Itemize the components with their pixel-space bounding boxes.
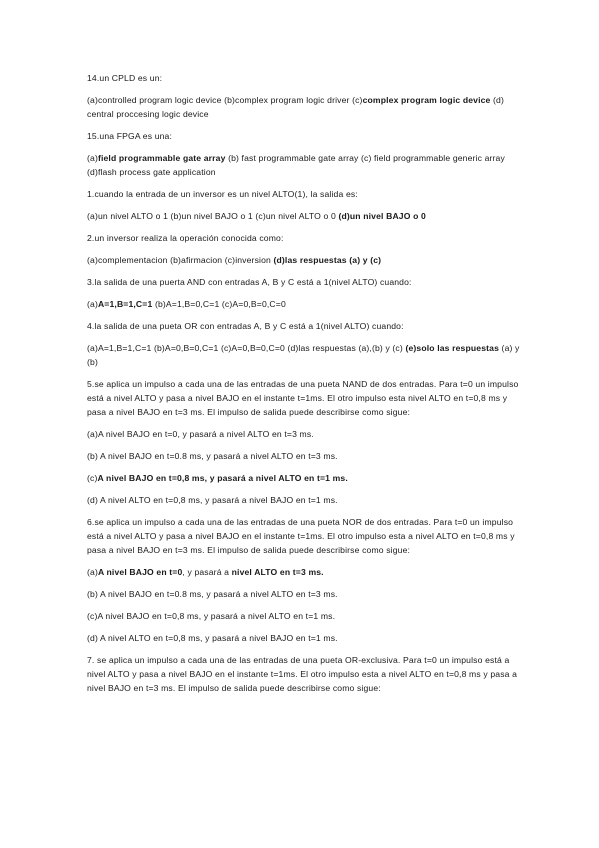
paragraph: [87, 129, 522, 143]
paragraph: [87, 565, 522, 579]
text-run: (a)A=1,B=1,C=1 (b)A=0,B=0,C=1 (c)A=0,B=0,C=0 (d)las respuestas (a),(b) y (c): [87, 343, 406, 353]
text-run: (a)A nivel BAJO en t=0, y pasará a nivel ALTO en t=3 ms.: [87, 429, 314, 439]
text-run: 14.un CPLD es un:: [87, 73, 163, 83]
paragraph: [87, 187, 522, 201]
text-run: 2.un inversor realiza la operación conocida como:: [87, 233, 284, 243]
text-run: 1.cuando la entrada de un inversor es un nivel ALTO(1), la salida es:: [87, 189, 358, 199]
paragraph: [87, 493, 522, 507]
paragraph: [87, 377, 522, 419]
text-run: (d) A nivel ALTO en t=0,8 ms, y pasará a nivel BAJO en t=1 ms.: [87, 633, 338, 643]
bold-answer-text: (e)solo las respuestas: [405, 343, 500, 353]
paragraph: [87, 253, 522, 267]
text-run: (a) y (b): [87, 343, 520, 367]
bold-answer-text: A nivel BAJO en t=0: [97, 567, 183, 577]
paragraph: [87, 209, 522, 223]
paragraph: [87, 653, 522, 695]
paragraph: [87, 231, 522, 245]
text-run: (a): [87, 153, 98, 163]
bold-answer-text: nivel ALTO en t=3 ms.: [231, 567, 324, 577]
paragraph: [87, 631, 522, 645]
text-run: (d) A nivel ALTO en t=0,8 ms, y pasará a nivel BAJO en t=1 ms.: [87, 495, 338, 505]
text-run: (a)un nivel ALTO o 1 (b)un nivel BAJO o 1 (c)un nivel ALTO o 0: [87, 211, 339, 221]
paragraph: [87, 449, 522, 463]
paragraph: [87, 587, 522, 601]
bold-answer-text: A=1,B=1,C=1: [97, 299, 153, 309]
text-run: (a): [87, 567, 98, 577]
paragraph: [87, 319, 522, 333]
text-run: 4.la salida de una pueta OR con entradas A, B y C está a 1(nivel ALTO) cuando:: [87, 321, 404, 331]
text-run: , y pasará a: [182, 567, 232, 577]
text-run: (c): [87, 473, 98, 483]
bold-answer-text: (d)un nivel BAJO o 0: [338, 211, 426, 221]
text-run: 15.una FPGA es una:: [87, 131, 173, 141]
text-run: 3.la salida de una puerta AND con entradas A, B y C está a 1(nivel ALTO) cuando:: [87, 277, 412, 287]
text-run: (b) A nivel BAJO en t=0.8 ms, y pasará a nivel ALTO en t=3 ms.: [87, 451, 338, 461]
document-page: [87, 71, 522, 703]
paragraph: [87, 275, 522, 289]
text-run: (c)A nivel BAJO en t=0,8 ms, y pasará a nivel ALTO en t=1 ms.: [87, 611, 336, 621]
text-run: (a): [87, 299, 98, 309]
bold-answer-text: complex program logic device: [362, 95, 491, 105]
paragraph: [87, 151, 522, 179]
text-run: (b)A=1,B=0,C=1 (c)A=0,B=0,C=0: [152, 299, 286, 309]
text-run: (b) fast programmable gate array (c) field programmable generic array (d)flash process gate application: [87, 153, 505, 177]
bold-answer-text: (d)las respuestas (a) y (c): [273, 255, 382, 265]
bold-answer-text: A nivel BAJO en t=0,8 ms, y pasará a nivel ALTO en t=1 ms.: [97, 473, 348, 483]
paragraph: [87, 427, 522, 441]
text-run: (b) A nivel BAJO en t=0.8 ms, y pasará a nivel ALTO en t=3 ms.: [87, 589, 338, 599]
text-run: 7. se aplica un impulso a cada una de las entradas de una pueta OR-exclusiva. Para t=0 un impulso está a nivel ALTO y pasa a nivel BAJO en el instante t=1ms. El otro impulso esta a nivel ALTO en t=0,8 ms y pasa a nivel BAJO en t=3 ms. El impulso de salida puede describirse como sigue:: [87, 655, 518, 693]
text-run: (d) central proccesing logic device: [87, 95, 504, 119]
text-run: (a)controlled program logic device (b)complex program logic driver (c): [87, 95, 363, 105]
bold-answer-text: field programmable gate array: [97, 153, 226, 163]
paragraph: [87, 515, 522, 557]
paragraph: [87, 71, 522, 85]
text-run: 5.se aplica un impulso a cada una de las entradas de una pueta NAND de dos entradas. Para t=0 un impulso está a nivel ALTO y pasa a nivel BAJO en el instante t=1ms. El otro impulso esta nivel ALTO en t=0,8 ms y pasa a nivel BAJO en t=3 ms. El impulso de salida puede describirse como sigue:: [87, 379, 519, 417]
paragraph: [87, 93, 522, 121]
paragraph: [87, 297, 522, 311]
paragraph: [87, 609, 522, 623]
text-run: 6.se aplica un impulso a cada una de las entradas de una pueta NOR de dos entradas. Para t=0 un impulso está a nivel ALTO y pasa a nivel BAJO en el instante t=1ms. El otro impulso esta a nivel ALTO en t=0,8 ms y pasa a nivel BAJO en t=3 ms. El impulso de salida puede describirse como sigue:: [87, 517, 515, 555]
paragraph: [87, 471, 522, 485]
paragraph: [87, 341, 522, 369]
text-run: (a)complementacion (b)afirmacion (c)inversion: [87, 255, 274, 265]
